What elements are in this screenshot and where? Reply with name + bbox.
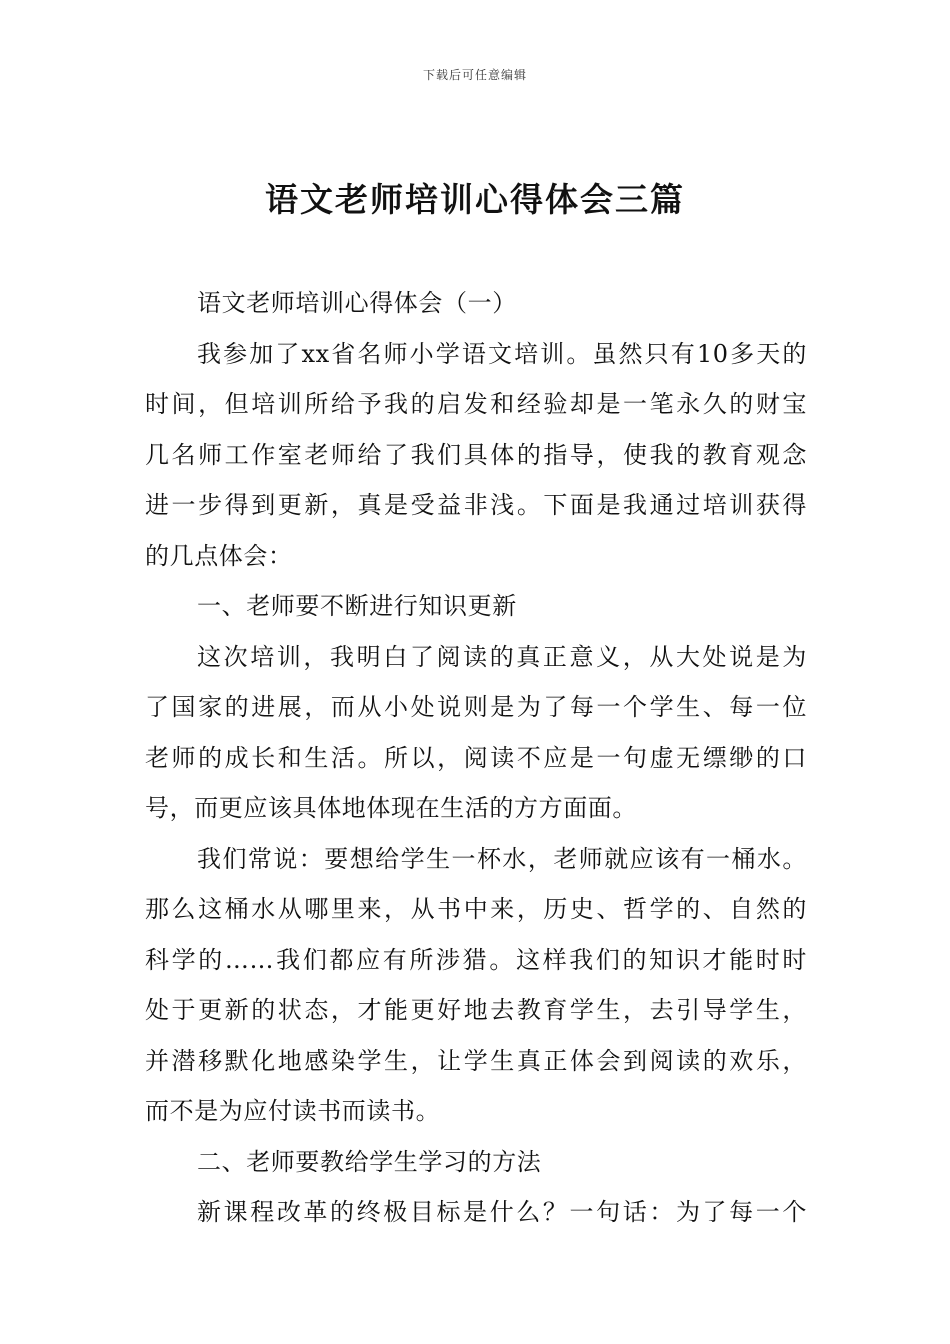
text-line: 一、老师要不断进行知识更新 [197,592,517,620]
text-line: 号，而更应该具体地体现在生活的方方面面。 [145,794,637,822]
text-line: 这次培训，我明白了阅读的真正意义，从大处说是为 [197,642,807,671]
text-line: 科学的……我们都应有所涉猎。这样我们的知识才能时时 [145,945,807,974]
document-title: 语文老师培训心得体会三篇 [265,180,685,219]
document-body [145,278,807,1238]
text-line: 语文老师培训心得体会（一） [197,289,517,317]
text-line: 了国家的进展，而从小处说则是为了每一个学生、每一位 [145,693,807,721]
text-line: 的几点体会： [145,541,293,570]
text-line: 处于更新的状态，才能更好地去教育学生，去引导学生， [145,996,807,1024]
text-line: 新课程改革的终极目标是什么？一句话：为了每一个 [197,1198,807,1226]
text-line: 并潜移默化地感染学生，让学生真正体会到阅读的欢乐， [145,1046,807,1075]
text-line: 进一步得到更新，真是受益非浅。下面是我通过培训获得 [145,491,807,519]
header-note: 下载后可任意编辑 [422,68,527,82]
text-line: 那么这桶水从哪里来，从书中来，历史、哲学的、自然的 [145,895,807,923]
text-line: 而不是为应付读书而读书。 [145,1097,441,1125]
text-line: 几名师工作室老师给了我们具体的指导，使我的教育观念 [145,440,807,469]
text-line: 老师的成长和生活。所以，阅读不应是一句虚无缥缈的口 [145,743,807,772]
text-line: 时间，但培训所给予我的启发和经验却是一笔永久的财宝 [145,390,807,418]
text-line: 我参加了xx省名师小学语文培训。虽然只有10多天的 [197,339,807,368]
text-line: 我们常说：要想给学生一杯水，老师就应该有一桶水。 [197,844,807,873]
text-line: 二、老师要教给学生学习的方法 [197,1147,542,1176]
